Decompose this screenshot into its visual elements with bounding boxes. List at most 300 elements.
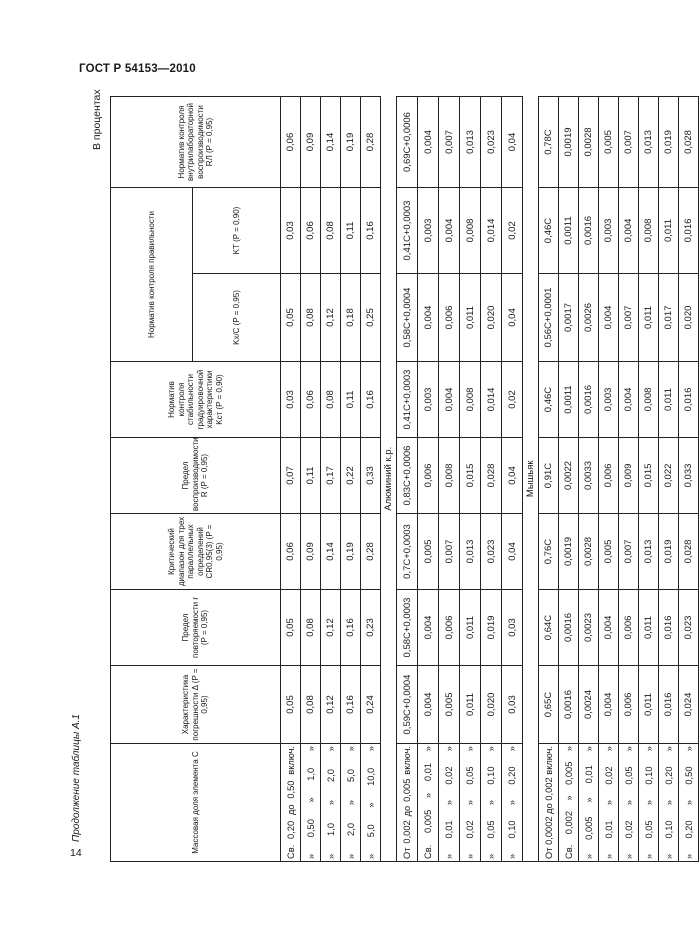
mass-range-part: »: [507, 799, 517, 806]
mass-range-part: »: [507, 853, 517, 859]
mass-range-cell: [559, 744, 579, 862]
value-cell: 0,09: [301, 514, 321, 590]
value-cell: 0,006: [619, 666, 639, 744]
value-cell: 0,06: [301, 188, 321, 274]
value-cell: 0,11: [341, 362, 361, 438]
mass-range-part: 0,002: [563, 811, 574, 835]
value-cell: 0,78С: [539, 97, 559, 188]
mass-range-part: 0,01: [583, 765, 594, 784]
mass-range-cell: [439, 744, 460, 862]
value-cell: 0,0023: [579, 590, 599, 666]
mass-range-part: »: [683, 853, 694, 859]
mass-range-part: 0,01: [603, 820, 614, 839]
value-cell: 0,006: [619, 590, 639, 666]
value-cell: 0,06: [281, 514, 301, 590]
mass-range-part: »: [563, 795, 574, 801]
value-cell: 0,28: [361, 97, 381, 188]
mass-range-part: 0,20: [285, 820, 296, 839]
value-cell: 0,0011: [559, 188, 579, 274]
mass-range-part: 5,0: [365, 824, 376, 838]
mass-range-part: »: [583, 853, 594, 859]
mass-range-part: 0,0002: [543, 816, 554, 845]
value-cell: 0,008: [460, 188, 481, 274]
value-cell: 0,008: [439, 438, 460, 514]
mass-range-part: »: [305, 853, 316, 859]
mass-range-part: »: [663, 746, 674, 752]
mass-range-part: 0,10: [507, 820, 517, 839]
document-header: ГОСТ Р 54153—2010: [79, 63, 196, 75]
value-cell: 0,011: [639, 590, 659, 666]
table-section-aluminum: [381, 97, 397, 862]
value-cell: 0,56С+0,0001: [539, 274, 559, 362]
table-row: [559, 97, 579, 862]
mass-range-part: 0,20: [507, 766, 517, 785]
mass-range-part: 0,005: [423, 809, 433, 833]
mass-range-part: »: [365, 853, 376, 859]
value-cell: 0,022: [659, 438, 679, 514]
mass-range-part: 0,005: [563, 761, 574, 785]
value-cell: 0,007: [439, 514, 460, 590]
value-cell: 0,14: [321, 514, 341, 590]
value-cell: 0,003: [599, 362, 619, 438]
mass-range-part: 0,02: [444, 766, 454, 785]
value-cell: 0,0024: [579, 666, 599, 744]
value-cell: 0,08: [301, 274, 321, 362]
value-cell: 0,019: [481, 590, 502, 666]
value-cell: 0,004: [439, 362, 460, 438]
value-cell: 0,004: [418, 97, 439, 188]
mass-range-part: 0,02: [603, 766, 614, 785]
mass-range-part: »: [465, 853, 475, 859]
mass-range-part: »: [486, 799, 496, 806]
value-cell: 0,0016: [559, 666, 579, 744]
mass-range-cell: [659, 744, 679, 862]
mass-range-cell: [619, 744, 639, 862]
mass-range-part: 0,01: [444, 820, 454, 839]
mass-range-part: 10,0: [365, 767, 376, 786]
col-rl-header: Норматив контроля внутрилабораторной воспроизводимости RЛ (P = 0,95): [111, 97, 281, 188]
value-cell: 0,028: [679, 97, 699, 188]
col-mass-header: Массовая доля элемента С: [111, 744, 281, 862]
value-cell: 0,016: [679, 362, 699, 438]
mass-range-part: 0,01: [423, 762, 433, 782]
value-cell: 0,0026: [579, 274, 599, 362]
mass-range-part: 0,10: [486, 766, 496, 785]
table-section-arsenic: [523, 97, 539, 862]
table-row: [301, 97, 321, 862]
value-cell: 0,014: [481, 188, 502, 274]
mass-range-cell: [361, 744, 381, 862]
mass-range-part: 0,005: [402, 778, 412, 802]
value-cell: 0,009: [619, 438, 639, 514]
table-row: [619, 97, 639, 862]
mass-range-part: 2,0: [345, 823, 356, 836]
value-cell: 0,0016: [579, 362, 599, 438]
mass-range-part: Св.: [563, 844, 574, 859]
mass-range-part: »: [444, 746, 454, 752]
mass-range-part: »: [325, 853, 336, 859]
value-cell: 0,023: [679, 590, 699, 666]
mass-range-part: 0,002: [543, 777, 554, 801]
mass-range-part: »: [603, 853, 614, 859]
section-title-arsenic: Мышьяк: [523, 97, 539, 862]
value-cell: 0,16: [341, 666, 361, 744]
mass-range-part: 0,05: [643, 820, 654, 839]
value-cell: 0,019: [659, 97, 679, 188]
table-row: [481, 97, 502, 862]
mass-range-part: 0,02: [623, 820, 634, 839]
mass-range-part: От: [543, 847, 554, 859]
value-cell: 0,008: [639, 362, 659, 438]
mass-range-part: От: [402, 847, 412, 859]
table-row: [361, 97, 381, 862]
value-cell: 0,03: [281, 188, 301, 274]
value-cell: 0,46С: [539, 362, 559, 438]
value-cell: 0,005: [599, 514, 619, 590]
value-cell: 0,007: [619, 514, 639, 590]
mass-range-part: »: [683, 746, 694, 752]
value-cell: 0,18: [341, 274, 361, 362]
mass-range-part: включ.: [543, 746, 554, 775]
value-cell: 0,0017: [559, 274, 579, 362]
mass-range-part: 0,10: [663, 820, 674, 839]
mass-range-part: »: [583, 746, 594, 752]
table-row: [460, 97, 481, 862]
value-cell: 0,12: [321, 590, 341, 666]
value-cell: 0,03: [502, 666, 523, 744]
value-cell: 0,06: [301, 362, 321, 438]
mass-range-part: »: [507, 746, 517, 752]
value-cell: 0,004: [599, 590, 619, 666]
mass-range-part: 2,0: [325, 769, 336, 783]
value-cell: 0,004: [418, 590, 439, 666]
table-row: [397, 97, 418, 862]
value-cell: 0,011: [460, 666, 481, 744]
value-cell: 0,004: [439, 188, 460, 274]
value-cell: 0,020: [679, 274, 699, 362]
value-cell: 0,028: [481, 438, 502, 514]
value-cell: 0,83С+0,0006: [397, 438, 418, 514]
value-cell: 0,007: [619, 97, 639, 188]
table-row: [679, 97, 699, 862]
table-row: [439, 97, 460, 862]
value-cell: 0,19: [341, 514, 361, 590]
mass-range-part: »: [305, 797, 316, 803]
value-cell: 0,58С+0,0003: [397, 590, 418, 666]
value-cell: 0,016: [659, 590, 679, 666]
col-R-header: Предел воспроизводимости R (P = 0,95): [111, 438, 281, 514]
table-row: [321, 97, 341, 862]
value-cell: 0,04: [502, 514, 523, 590]
mass-range-part: »: [486, 746, 496, 752]
value-cell: 0,07: [281, 438, 301, 514]
mass-range-part: 0,002: [402, 820, 412, 844]
value-cell: 0,020: [481, 666, 502, 744]
value-cell: 0,12: [321, 666, 341, 744]
mass-range-part: »: [643, 746, 654, 752]
value-cell: 0,06: [281, 97, 301, 188]
value-cell: 0,023: [481, 514, 502, 590]
value-cell: 0,023: [481, 97, 502, 188]
col-correct-group-header: Норматив контроля правильности: [111, 188, 193, 362]
col-stab-header: Норматив контроля стабильности градуировочной характеристики Kст (P = 0,90): [111, 362, 281, 438]
value-cell: 0,65С: [539, 666, 559, 744]
mass-range-part: включ.: [402, 746, 412, 775]
mass-range-part: Св.: [285, 844, 296, 859]
value-cell: 0,02: [502, 362, 523, 438]
value-cell: 0,011: [639, 666, 659, 744]
value-cell: 0,004: [619, 362, 639, 438]
value-cell: 0,16: [361, 188, 381, 274]
value-cell: 0,005: [418, 514, 439, 590]
value-cell: 0,0016: [559, 590, 579, 666]
value-cell: 0,08: [321, 188, 341, 274]
mass-range-part: »: [305, 746, 316, 752]
mass-range-part: »: [345, 746, 356, 752]
value-cell: 0,16: [361, 362, 381, 438]
table-row: [579, 97, 599, 862]
value-cell: 0,69С+0,0006: [397, 97, 418, 188]
value-cell: 0,003: [599, 188, 619, 274]
table-row: [539, 97, 559, 862]
mass-range-part: »: [325, 799, 336, 806]
mass-range-part: »: [643, 853, 654, 859]
value-cell: 0,76С: [539, 514, 559, 590]
mass-range-part: »: [623, 746, 634, 752]
mass-range-part: включ.: [285, 746, 296, 775]
col-crit-header: Критический диапазон для трех параллельных определений CR0,95(3) (P = 0,95): [111, 514, 281, 590]
mass-range-cell: [639, 744, 659, 862]
value-cell: 0,003: [418, 188, 439, 274]
mass-range-part: »: [663, 799, 674, 806]
value-cell: 0,011: [460, 590, 481, 666]
value-cell: 0,16: [341, 590, 361, 666]
mass-range-part: 0,50: [285, 780, 296, 799]
table-body-top: [281, 97, 381, 862]
mass-range-part: »: [663, 853, 674, 859]
mass-range-part: »: [444, 853, 454, 859]
mass-range-part: до: [285, 804, 296, 816]
mass-range-cell: [460, 744, 481, 862]
value-cell: 0,004: [418, 274, 439, 362]
value-cell: 0,0028: [579, 514, 599, 590]
value-cell: 0,08: [301, 666, 321, 744]
mass-range-cell: [321, 744, 341, 862]
value-cell: 0,033: [679, 438, 699, 514]
table-caption: Продолжение таблицы А.1: [71, 714, 82, 842]
value-cell: 0,14: [321, 97, 341, 188]
value-cell: 0,004: [599, 666, 619, 744]
table-row: [659, 97, 679, 862]
value-cell: 0,24: [361, 666, 381, 744]
data-table: [110, 96, 699, 862]
mass-range-part: »: [623, 853, 634, 859]
value-cell: 0,006: [439, 274, 460, 362]
units-label: В процентах: [91, 89, 103, 150]
mass-range-cell: [579, 744, 599, 862]
value-cell: 0,05: [281, 274, 301, 362]
value-cell: 0,08: [321, 362, 341, 438]
value-cell: 0,020: [481, 274, 502, 362]
value-cell: 0,05: [281, 666, 301, 744]
mass-range-part: »: [465, 746, 475, 752]
table-body-arsenic: [539, 97, 699, 862]
mass-range-part: »: [486, 853, 496, 859]
value-cell: 0,007: [439, 97, 460, 188]
mass-range-part: »: [423, 792, 433, 798]
table-row: [281, 97, 301, 862]
value-cell: 0,0022: [559, 438, 579, 514]
value-cell: 0,006: [418, 438, 439, 514]
value-cell: 0,028: [679, 514, 699, 590]
value-cell: 0,007: [619, 274, 639, 362]
mass-range-part: до: [543, 803, 554, 814]
value-cell: 0,91С: [539, 438, 559, 514]
value-cell: 0,64С: [539, 590, 559, 666]
value-cell: 0,0016: [579, 188, 599, 274]
value-cell: 0,59С+0,0004: [397, 666, 418, 744]
mass-range-part: 1,0: [325, 823, 336, 836]
mass-range-part: »: [603, 799, 614, 806]
value-cell: 0,7С+0,0003: [397, 514, 418, 590]
mass-range-part: »: [563, 746, 574, 752]
value-cell: 0,58С+0,0004: [397, 274, 418, 362]
value-cell: 0,004: [418, 666, 439, 744]
value-cell: 0,011: [659, 362, 679, 438]
col-kxc-header: Kx/C (P = 0,95): [193, 274, 281, 362]
value-cell: 0,11: [301, 438, 321, 514]
mass-range-part: »: [345, 799, 356, 806]
value-cell: 0,008: [460, 362, 481, 438]
mass-range-part: »: [365, 802, 376, 808]
mass-range-cell: [301, 744, 321, 862]
value-cell: 0,46С: [539, 188, 559, 274]
mass-range-part: »: [603, 746, 614, 752]
mass-range-part: 0,05: [465, 766, 475, 785]
value-cell: 0,008: [639, 188, 659, 274]
value-cell: 0,013: [639, 514, 659, 590]
mass-range-cell: [341, 744, 361, 862]
table-row: [639, 97, 659, 862]
value-cell: 0,005: [599, 97, 619, 188]
value-cell: 0,11: [341, 188, 361, 274]
value-cell: 0,013: [639, 97, 659, 188]
col-r-header: Предел повторяемости r (P = 0,95): [111, 590, 281, 666]
table-row: [341, 97, 361, 862]
value-cell: 0,0033: [579, 438, 599, 514]
value-cell: 0,017: [659, 274, 679, 362]
value-cell: 0,011: [659, 188, 679, 274]
mass-range-part: »: [643, 799, 654, 806]
value-cell: 0,08: [301, 590, 321, 666]
mass-range-part: 0,02: [465, 820, 475, 839]
col-delta-header: Характеристика погрешности Δ (P = 0,95): [111, 666, 281, 744]
value-cell: 0,015: [460, 438, 481, 514]
value-cell: 0,23: [361, 590, 381, 666]
mass-range-cell: [679, 744, 699, 862]
mass-range-part: »: [623, 799, 634, 806]
value-cell: 0,05: [281, 590, 301, 666]
value-cell: 0,013: [460, 97, 481, 188]
value-cell: 0,003: [418, 362, 439, 438]
mass-range-cell: [281, 744, 301, 862]
value-cell: 0,0019: [559, 97, 579, 188]
mass-range-cell: [502, 744, 523, 862]
mass-range-cell: [539, 744, 559, 862]
mass-range-part: »: [444, 799, 454, 806]
value-cell: 0,04: [502, 97, 523, 188]
value-cell: 0,28: [361, 514, 381, 590]
mass-range-cell: [418, 744, 439, 862]
mass-range-part: »: [683, 799, 694, 806]
value-cell: 0,03: [502, 590, 523, 666]
mass-range-part: 1,0: [305, 767, 316, 781]
mass-range-part: 0,20: [683, 820, 694, 839]
value-cell: 0,04: [502, 438, 523, 514]
value-cell: 0,04: [502, 274, 523, 362]
mass-range-cell: [599, 744, 619, 862]
value-cell: 0,004: [599, 274, 619, 362]
value-cell: 0,006: [439, 590, 460, 666]
mass-range-part: »: [583, 797, 594, 803]
mass-range-part: 0,20: [663, 766, 674, 785]
value-cell: 0,09: [301, 97, 321, 188]
value-cell: 0,019: [659, 514, 679, 590]
mass-range-part: »: [365, 746, 376, 752]
value-cell: 0,33: [361, 438, 381, 514]
value-cell: 0,19: [341, 97, 361, 188]
table-row: [502, 97, 523, 862]
value-cell: 0,17: [321, 438, 341, 514]
mass-range-part: 5,0: [345, 769, 356, 783]
section-title-aluminum: Алюминий к.р.: [381, 97, 397, 862]
mass-range-part: »: [465, 799, 475, 806]
mass-range-part: 0,50: [305, 819, 316, 838]
value-cell: 0,004: [619, 188, 639, 274]
page-number: 14: [70, 847, 82, 859]
value-cell: 0,02: [502, 188, 523, 274]
value-cell: 0,014: [481, 362, 502, 438]
mass-range-part: Св.: [423, 844, 433, 859]
mass-range-part: до: [402, 805, 412, 817]
mass-range-part: »: [325, 746, 336, 752]
value-cell: 0,0019: [559, 514, 579, 590]
value-cell: 0,013: [460, 514, 481, 590]
mass-range-part: 0,10: [643, 766, 654, 785]
value-cell: 0,011: [460, 274, 481, 362]
mass-range-part: 0,05: [486, 820, 496, 839]
value-cell: 0,011: [639, 274, 659, 362]
value-cell: 0,0011: [559, 362, 579, 438]
value-cell: 0,41С+0,0003: [397, 188, 418, 274]
mass-range-part: »: [345, 853, 356, 859]
value-cell: 0,12: [321, 274, 341, 362]
mass-range-part: 0,005: [583, 816, 594, 840]
value-cell: 0,015: [639, 438, 659, 514]
table-row: [418, 97, 439, 862]
col-kt-header: KТ (P = 0,90): [193, 188, 281, 274]
mass-range-part: 0,50: [683, 766, 694, 785]
value-cell: 0,41С+0,0003: [397, 362, 418, 438]
value-cell: 0,006: [599, 438, 619, 514]
mass-range-cell: [397, 744, 418, 862]
mass-range-cell: [481, 744, 502, 862]
value-cell: 0,024: [679, 666, 699, 744]
mass-range-part: »: [423, 746, 433, 752]
value-cell: 0,0028: [579, 97, 599, 188]
value-cell: 0,016: [679, 188, 699, 274]
value-cell: 0,016: [659, 666, 679, 744]
